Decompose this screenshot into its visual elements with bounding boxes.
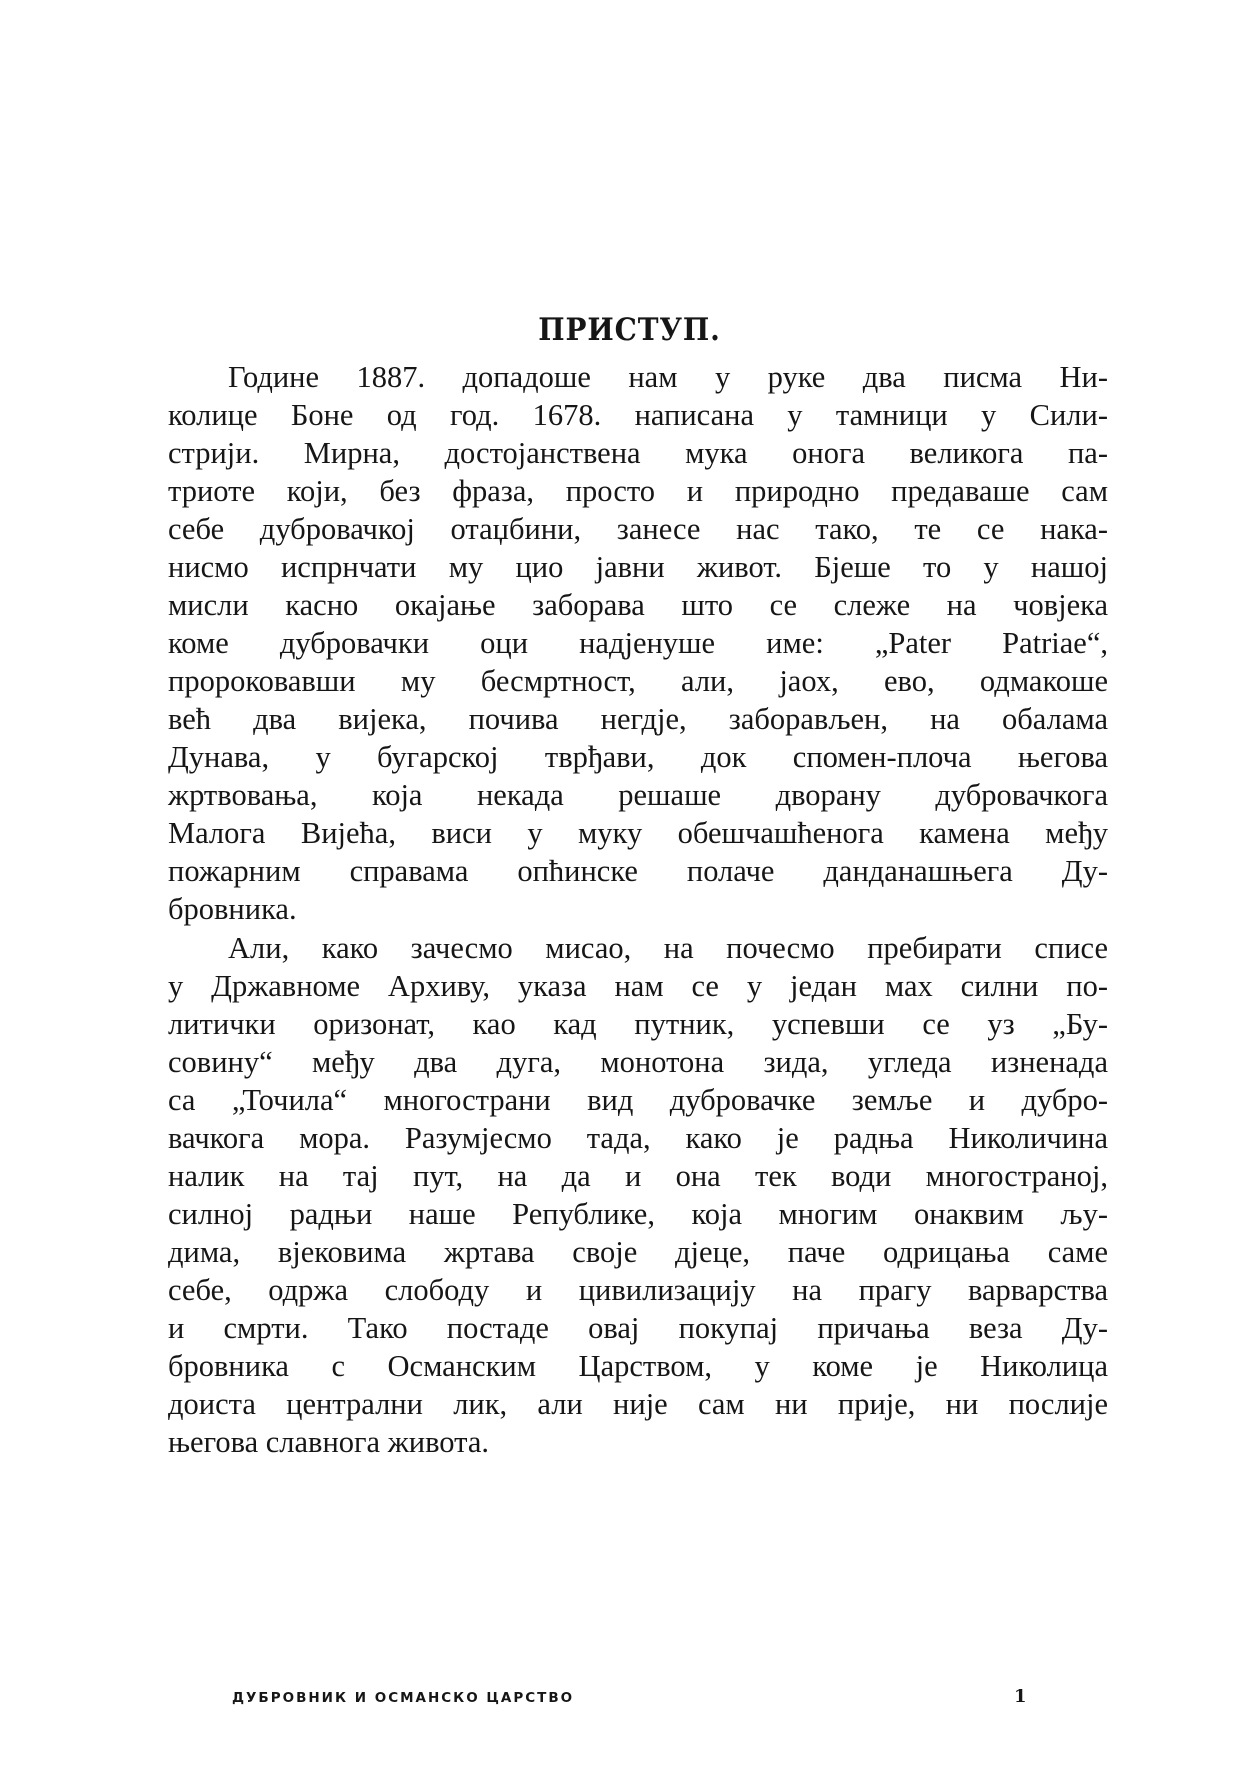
text-line: коме дубровачки оци надјенуше име: „Pater Patriae“,: [168, 626, 1108, 660]
text-line: бровника с Османским Царством, у коме је Николица: [168, 1349, 1108, 1383]
text-line: дима, вјековима жртава своје дјеце, паче одрицања саме: [168, 1235, 1108, 1269]
running-footer-title: ДУБРОВНИК И ОСМАНСКО ЦАРСТВО: [232, 1690, 575, 1706]
text-line: себе, одржа слободу и цивилизацију на прагу варварства: [168, 1273, 1108, 1307]
text-line: силној радњи наше Републике, која многим онаквим љу-: [168, 1197, 1108, 1231]
text-line: и смрти. Тако постаде овај покупај причања веза Ду-: [168, 1311, 1108, 1345]
text-line: доиста централни лик, али није сам ни прије, ни послије: [168, 1387, 1108, 1421]
text-line: Године 1887. допадоше нам у руке два писма Ни-: [228, 360, 1108, 394]
page-number: 1: [1014, 1686, 1027, 1707]
text-line: његова славнога живота.: [168, 1425, 489, 1459]
text-line: Дунава, у бугарској тврђави, док спомен-плоча његова: [168, 740, 1108, 774]
text-line: совину“ међу два дуга, монотона зида, угледа изненада: [168, 1045, 1108, 1079]
text-line: нисмо испрнчати му цио јавни живот. Бјеше то у нашој: [168, 550, 1108, 584]
chapter-title: ПРИСТУП.: [538, 312, 721, 348]
text-line: вачкога мора. Разумјесмо тада, како је радња Николичина: [168, 1121, 1108, 1155]
text-line: жртвовања, која некада решаше дворану дубровачкога: [168, 778, 1108, 812]
text-line: колице Боне од год. 1678. написана у тамници у Сили-: [168, 398, 1108, 432]
text-line: са „Точила“ многострани вид дубровачке земље и дубро-: [168, 1083, 1108, 1117]
text-line: триоте који, без фраза, просто и природно предаваше сам: [168, 474, 1108, 508]
text-line: литички оризонат, као кад путник, успевши се уз „Бу-: [168, 1007, 1108, 1041]
text-line: Малога Вијећа, виси у муку обешчашћенога камена међу: [168, 816, 1108, 850]
text-line: пожарним справама опћинске полаче данданашњега Ду-: [168, 854, 1108, 888]
text-line: бровника.: [168, 892, 297, 926]
text-line: већ два вијека, почива негдје, заборављен, на обалама: [168, 702, 1108, 736]
text-line: мисли касно окајање заборава што се слеже на човјека: [168, 588, 1108, 622]
text-line: себе дубровачкој отаџбини, занесе нас тако, те се нака-: [168, 512, 1108, 546]
text-line: стрији. Мирна, достојанствена мука онога великога па-: [168, 436, 1108, 470]
text-line: налик на тај пут, на да и она тек води многостраној,: [168, 1159, 1108, 1193]
text-line: Али, како зачесмо мисао, на почесмо пребирати списе: [228, 931, 1108, 965]
text-line: пророковавши му бесмртност, али, јаох, ево, одмакоше: [168, 664, 1108, 698]
text-line: у Државноме Архиву, указа нам се у један мах силни по-: [168, 969, 1108, 1003]
